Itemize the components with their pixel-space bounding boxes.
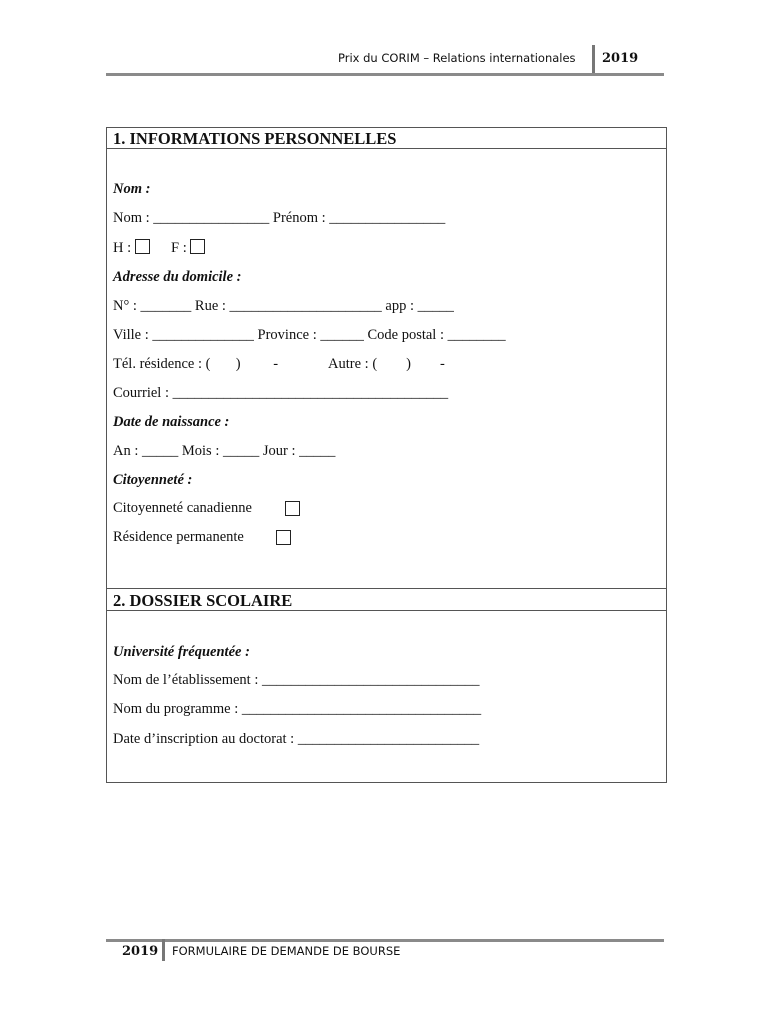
- footer-rule: [106, 939, 664, 942]
- phone-field[interactable]: Tél. résidence : ( ) - Autre : ( ) -: [113, 356, 445, 372]
- gender-male-label: H :: [113, 240, 132, 256]
- university-heading: Université fréquentée :: [113, 644, 250, 660]
- footer-title: FORMULAIRE DE DEMANDE DE BOURSE: [172, 944, 401, 958]
- name-field[interactable]: Nom : ________________ Prénom : ________________: [113, 210, 446, 226]
- section-title: 1. INFORMATIONS PERSONNELLES: [113, 129, 397, 148]
- citizenship-option-permanent: [113, 529, 244, 546]
- gender-female-checkbox[interactable]: [190, 239, 205, 254]
- header-title: Prix du CORIM – Relations internationales: [338, 51, 576, 65]
- gender-row: [113, 239, 205, 257]
- program-field[interactable]: Nom du programme : _________________________________: [113, 701, 482, 717]
- address-street-field[interactable]: N° : _______ Rue : _____________________ app : _____: [113, 298, 454, 314]
- header-year: 2019: [602, 51, 639, 66]
- birth-date-field[interactable]: An : _____ Mois : _____ Jour : _____: [113, 443, 336, 459]
- address-heading: Adresse du domicile :: [113, 269, 242, 285]
- citizenship-canadian-label: Citoyenneté canadienne: [113, 500, 252, 516]
- address-city-field[interactable]: Ville : ______________ Province : ______ Code postal : ________: [113, 327, 506, 343]
- gender-female-label: F :: [171, 240, 187, 256]
- gender-male-checkbox[interactable]: [135, 239, 150, 254]
- footer-year: 2019: [122, 944, 159, 959]
- name-heading: Nom :: [113, 181, 151, 197]
- citizenship-permanent-label: Résidence permanente: [113, 529, 244, 545]
- citizenship-permanent-checkbox[interactable]: [276, 530, 291, 545]
- footer-divider: [162, 939, 165, 961]
- birth-date-heading: Date de naissance :: [113, 414, 230, 430]
- section-title: 2. DOSSIER SCOLAIRE: [113, 591, 293, 610]
- citizenship-heading: Citoyenneté :: [113, 472, 193, 488]
- header-divider: [592, 45, 595, 73]
- institution-field[interactable]: Nom de l’établissement : ______________________________: [113, 672, 480, 688]
- citizenship-canadian-checkbox[interactable]: [285, 501, 300, 516]
- doctorate-date-field[interactable]: Date d’inscription au doctorat : _________________________: [113, 731, 480, 747]
- email-field[interactable]: Courriel : ______________________________________: [113, 385, 449, 401]
- header-rule: [106, 73, 664, 76]
- citizenship-option-canadian: [113, 500, 252, 517]
